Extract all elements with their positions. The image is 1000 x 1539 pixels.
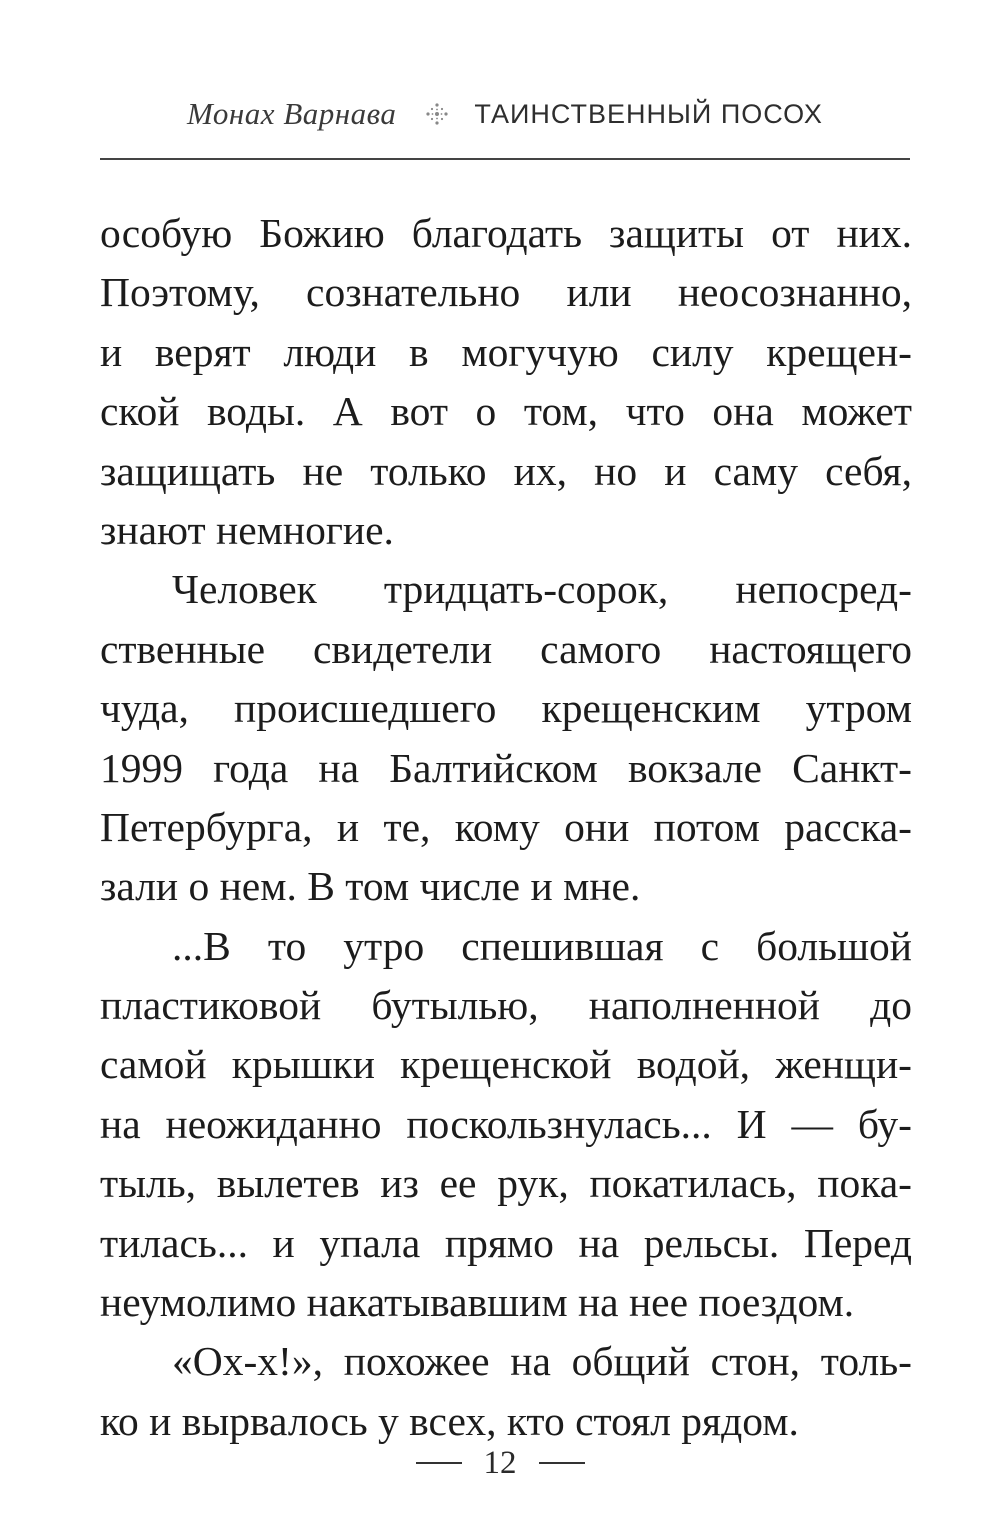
text-line: самой крышки крещенской водой, женщи- bbox=[100, 1041, 912, 1088]
running-head bbox=[100, 92, 910, 136]
running-head-title: ТАИНСТВЕННЫЙ ПОСОХ bbox=[474, 98, 823, 129]
text-line: и верят люди в могучую силу крещен- bbox=[100, 328, 912, 375]
text-line: чуда, происшедшего крещенским утром bbox=[100, 685, 912, 732]
folio-dash-left bbox=[416, 1462, 462, 1464]
page-number: 12 bbox=[483, 1444, 517, 1481]
text-line: защищать не только их, но и саму себя, bbox=[100, 447, 912, 494]
folio-dash-right bbox=[539, 1462, 585, 1464]
text-line: Петербурга, и те, кому они потом расска- bbox=[100, 803, 912, 850]
page-footer bbox=[0, 1441, 1000, 1485]
text-line: ко и вырвалось у всех, кто стоял рядом. bbox=[100, 1397, 799, 1444]
text-line: 1999 года на Балтийском вокзале Санкт- bbox=[100, 744, 912, 791]
text-line: ской воды. А вот о том, что она может bbox=[100, 388, 912, 435]
header-rule bbox=[100, 158, 910, 160]
running-head-author: Монах Варнава bbox=[187, 96, 397, 131]
text-line: ственные свидетели самого настоящего bbox=[100, 625, 912, 672]
text-line: особую Божию благодать защиты от них. bbox=[100, 210, 912, 256]
text-line: Поэтому, сознательно или неосознанно, bbox=[100, 269, 912, 316]
body-text bbox=[100, 204, 912, 1451]
text-line: тыль, вылетев из ее рук, покатилась, пока- bbox=[100, 1160, 912, 1207]
text-line: тилась... и упала прямо на рельсы. Перед bbox=[100, 1219, 912, 1266]
text-line: неумолимо накатывавшим на нее поездом. bbox=[100, 1279, 855, 1326]
text-line: зали о нем. В том числе и мне. bbox=[100, 863, 641, 910]
text-line: на неожиданно поскользнулась... И — бу- bbox=[100, 1100, 912, 1147]
text-line: ...В то утро спешившая с большой bbox=[172, 922, 912, 969]
text-line: «Ох-х!», похожее на общий стон, толь- bbox=[172, 1338, 912, 1385]
text-line: знают немногие. bbox=[100, 506, 394, 553]
text-line: Человек тридцать-сорок, непосред- bbox=[172, 566, 912, 613]
cross-ornament-icon bbox=[422, 99, 452, 129]
text-line: пластиковой бутылью, наполненной до bbox=[100, 982, 912, 1029]
